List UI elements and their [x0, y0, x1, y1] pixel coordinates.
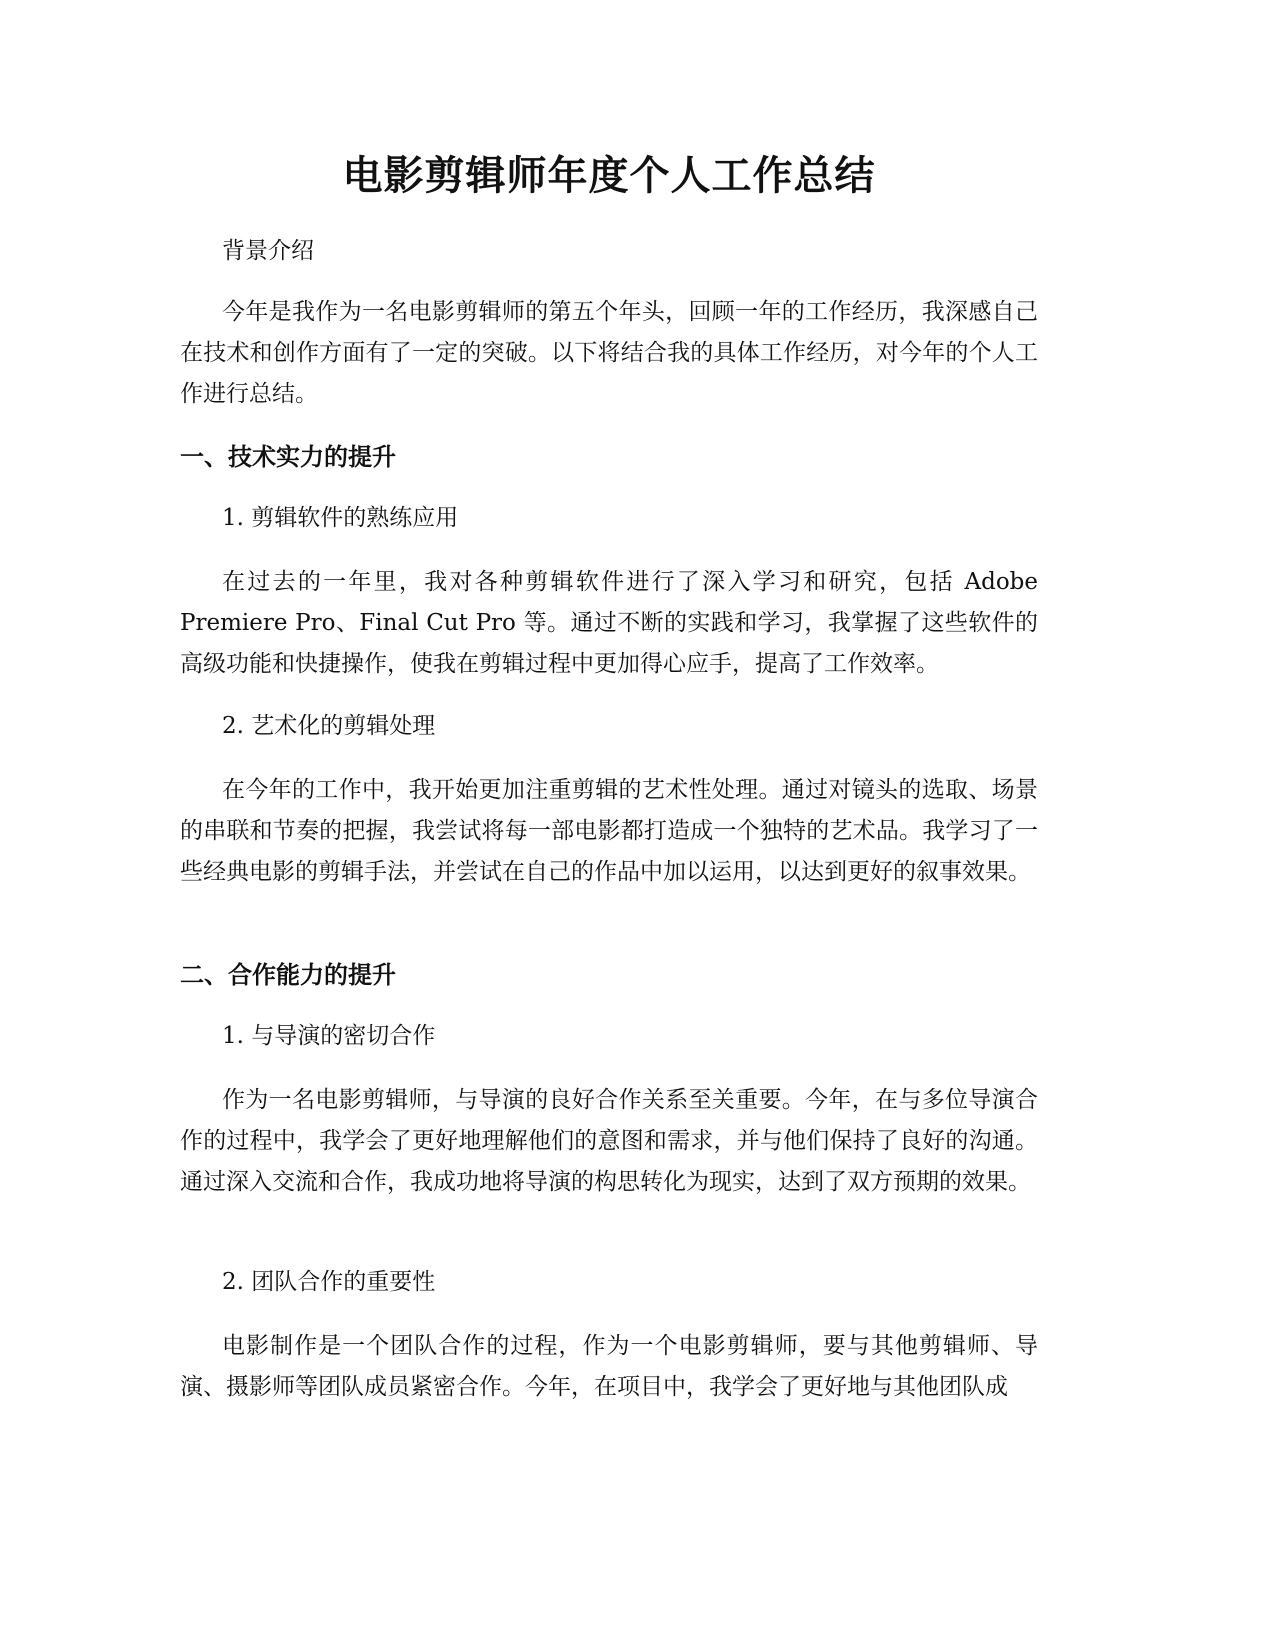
section-heading: 一、技术实力的提升 [180, 443, 396, 471]
section-heading: 二、合作能力的提升 [180, 961, 396, 989]
intro-label: 背景介绍 [222, 238, 314, 264]
subsection-heading: 1. 剪辑软件的熟练应用 [222, 505, 459, 531]
subsection-paragraph: 作为一名电影剪辑师，与导演的良好合作关系至关重要。今年，在与多位导演合作的过程中，我学会了更好地理解他们的意图和需求，并与他们保持了良好的沟通。通过深入交流和合作，我成功地将导演的构思转化为现实，达到了双方预期的效果。 [180, 1087, 1038, 1195]
subsection-paragraph: 电影制作是一个团队合作的过程，作为一个电影剪辑师，要与其他剪辑师、导演、摄影师等团队成员紧密合作。今年，在项目中，我学会了更好地与其他团队成 [180, 1333, 1038, 1400]
subsection-paragraph: 在今年的工作中，我开始更加注重剪辑的艺术性处理。通过对镜头的选取、场景的串联和节奏的把握，我尝试将每一部电影都打造成一个独特的艺术品。我学习了一些经典电影的剪辑手法，并尝试在自己的作品中加以运用，以达到更好的叙事效果。 [180, 777, 1038, 885]
document-title: 电影剪辑师年度个人工作总结 [342, 153, 876, 199]
intro-paragraph: 今年是我作为一名电影剪辑师的第五个年头，回顾一年的工作经历，我深感自己在技术和创作方面有了一定的突破。以下将结合我的具体工作经历，对今年的个人工作进行总结。 [180, 299, 1038, 407]
subsection-paragraph: 在过去的一年里，我对各种剪辑软件进行了深入学习和研究，包括 Adobe Premiere Pro、Final Cut Pro 等。通过不断的实践和学习，我掌握了这些软件的高级功能和快捷操作，使我在剪辑过程中更加得心应手，提高了工作效率。 [180, 569, 1038, 677]
subsection-heading: 1. 与导演的密切合作 [222, 1023, 436, 1049]
subsection-heading: 2. 艺术化的剪辑处理 [222, 713, 436, 739]
subsection-heading: 2. 团队合作的重要性 [222, 1269, 436, 1295]
